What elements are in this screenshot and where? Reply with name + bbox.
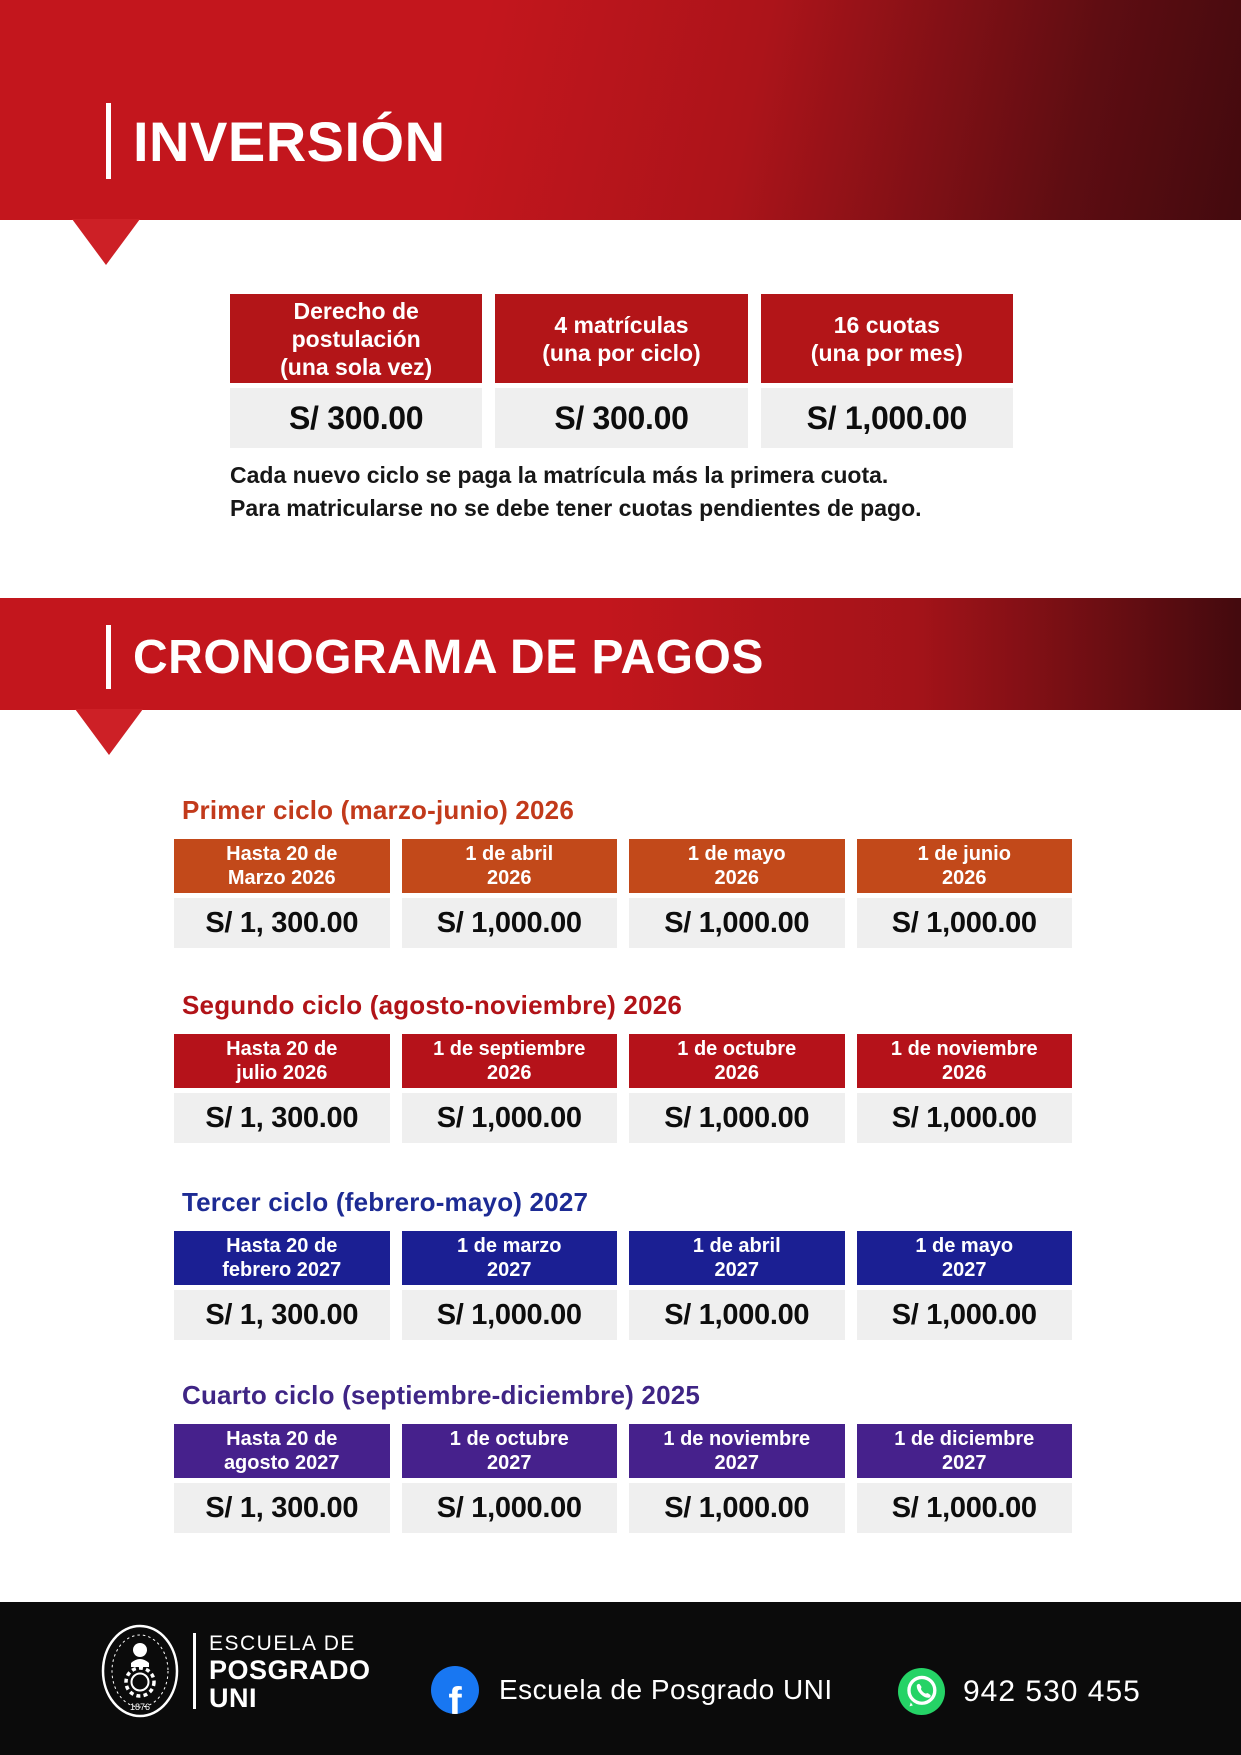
inversion-value-cell: S/ 300.00: [230, 388, 482, 448]
schedule-header-row: [174, 1424, 1072, 1478]
header-line: 16 cuotas: [833, 311, 940, 338]
schedule-header-cell: [402, 839, 618, 893]
schedule-value-cell: S/ 1, 300.00: [174, 898, 390, 948]
cycle-section-cuarto: [174, 1380, 1072, 1533]
schedule-header-cell: [629, 839, 845, 893]
cycle-title: Cuarto ciclo (septiembre-diciembre) 2025: [182, 1380, 701, 1410]
header-line: 1 de junio: [917, 843, 1011, 865]
schedule-header-cell: [629, 1424, 845, 1478]
header-line: 2027: [714, 1259, 759, 1281]
header-line: 1 de octubre: [449, 1428, 569, 1450]
header-line: 1 de abril: [465, 843, 554, 865]
heading-accent-bar: [106, 103, 111, 179]
header-line: 1 de mayo: [915, 1235, 1014, 1257]
schedule-value-cell: S/ 1,000.00: [857, 1483, 1073, 1533]
schedule-value-cell: S/ 1,000.00: [857, 898, 1073, 948]
header-line: 4 matrículas: [554, 311, 689, 338]
schedule-value-row: [174, 1093, 1072, 1143]
inversion-title: INVERSIÓN: [133, 109, 446, 173]
inversion-table: [230, 294, 1013, 448]
schedule-header-row: [174, 839, 1072, 893]
schedule-header-cell: [857, 1424, 1073, 1478]
facebook-glyph: f: [448, 1680, 462, 1714]
cycle-section-tercer: [174, 1187, 1072, 1340]
header-line: 2026: [487, 1062, 532, 1084]
schedule-header-cell: [402, 1231, 618, 1285]
cycle-section-primer: [174, 795, 1072, 948]
cycle-title: Primer ciclo (marzo-junio) 2026: [182, 795, 574, 825]
inversion-value-cell: S/ 1,000.00: [761, 388, 1013, 448]
schedule-header-cell: [857, 1231, 1073, 1285]
logo-line: ESCUELA DE: [209, 1631, 356, 1655]
header-line: agosto 2027: [223, 1452, 340, 1474]
header-line: Hasta 20 de: [226, 843, 338, 865]
header-line: Hasta 20 de: [226, 1235, 338, 1257]
schedule-value-cell: S/ 1,000.00: [629, 1483, 845, 1533]
inversion-header-row: [230, 294, 1013, 383]
header-line: 2027: [714, 1452, 759, 1474]
schedule-header-row: [174, 1231, 1072, 1285]
schedule-header-cell: [857, 1034, 1073, 1088]
inversion-value-cell: S/ 300.00: [495, 388, 747, 448]
header-line: Marzo 2026: [227, 867, 336, 889]
inversion-notes: [230, 459, 922, 525]
schedule-value-cell: S/ 1,000.00: [857, 1093, 1073, 1143]
schedule-header-cell: [402, 1424, 618, 1478]
schedule-header-cell: [629, 1231, 845, 1285]
section-pointer-triangle: [75, 709, 143, 755]
header-line: Hasta 20 de: [226, 1038, 338, 1060]
note-line: Cada nuevo ciclo se paga la matrícula más la primera cuota.: [230, 462, 889, 488]
footer: [0, 1602, 1241, 1755]
header-line: 1 de diciembre: [894, 1428, 1035, 1450]
header-line: 2026: [714, 1062, 759, 1084]
header-line: (una por mes): [810, 339, 963, 366]
schedule-value-cell: S/ 1, 300.00: [174, 1093, 390, 1143]
seal-year: 1876: [129, 1702, 151, 1712]
cronograma-heading: [106, 625, 764, 689]
header-line: 2027: [942, 1259, 987, 1281]
logo-line: UNI: [209, 1682, 257, 1713]
heading-accent-bar: [106, 625, 111, 689]
header-line: 2026: [942, 867, 987, 889]
schedule-value-cell: S/ 1,000.00: [629, 898, 845, 948]
header-line: 1 de abril: [692, 1235, 781, 1257]
header-line: 2027: [487, 1452, 532, 1474]
header-line: (una por ciclo): [542, 339, 701, 366]
schedule-header-cell: [174, 839, 390, 893]
inversion-value-row: [230, 388, 1013, 448]
header-line: 2026: [942, 1062, 987, 1084]
schedule-value-cell: S/ 1, 300.00: [174, 1483, 390, 1533]
cronograma-title: CRONOGRAMA DE PAGOS: [133, 630, 764, 684]
facebook-contact[interactable]: [431, 1666, 833, 1714]
schedule-value-row: [174, 1290, 1072, 1340]
header-line: postulación: [291, 325, 421, 352]
schedule-value-cell: S/ 1,000.00: [629, 1290, 845, 1340]
header-line: Derecho de: [293, 297, 419, 324]
schedule-header-cell: [857, 839, 1073, 893]
inversion-header-cell: [495, 294, 747, 383]
whatsapp-contact[interactable]: [898, 1668, 1141, 1715]
schedule-value-cell: S/ 1,000.00: [402, 1483, 618, 1533]
school-logo: [100, 1624, 371, 1718]
logo-divider: [193, 1633, 196, 1709]
header-line: Hasta 20 de: [226, 1428, 338, 1450]
header-line: 1 de noviembre: [663, 1428, 811, 1450]
schedule-value-cell: S/ 1,000.00: [629, 1093, 845, 1143]
header-line: 2027: [942, 1452, 987, 1474]
header-line: 2026: [714, 867, 759, 889]
schedule-value-row: [174, 898, 1072, 948]
schedule-value-cell: S/ 1, 300.00: [174, 1290, 390, 1340]
header-line: febrero 2027: [222, 1259, 342, 1281]
inversion-header-cell: [230, 294, 482, 383]
header-line: 1 de mayo: [687, 843, 786, 865]
schedule-header-cell: [174, 1034, 390, 1088]
cronograma-banner: [0, 598, 1241, 710]
logo-text: [209, 1631, 371, 1712]
inversion-banner: [0, 0, 1241, 220]
logo-line: POSGRADO: [209, 1654, 371, 1685]
schedule-value-cell: S/ 1,000.00: [402, 1093, 618, 1143]
facebook-icon[interactable]: [431, 1666, 479, 1714]
cycle-section-segundo: [174, 990, 1072, 1143]
cycle-title: Segundo ciclo (agosto-noviembre) 2026: [182, 990, 683, 1020]
section-pointer-triangle: [72, 219, 140, 265]
whatsapp-number: 942 530 455: [963, 1674, 1141, 1708]
cycle-title: Tercer ciclo (febrero-mayo) 2027: [182, 1187, 589, 1217]
note-line: Para matricularse no se debe tener cuotas pendientes de pago.: [230, 495, 922, 521]
schedule-header-row: [174, 1034, 1072, 1088]
schedule-value-cell: S/ 1,000.00: [402, 1290, 618, 1340]
header-line: julio 2026: [236, 1062, 328, 1084]
header-line: 1 de noviembre: [890, 1038, 1038, 1060]
header-line: 2027: [487, 1259, 532, 1281]
schedule-value-row: [174, 1483, 1072, 1533]
schedule-header-cell: [629, 1034, 845, 1088]
schedule-value-cell: S/ 1,000.00: [402, 898, 618, 948]
schedule-header-cell: [174, 1424, 390, 1478]
schedule-header-cell: [402, 1034, 618, 1088]
whatsapp-icon[interactable]: [898, 1668, 945, 1715]
schedule-header-cell: [174, 1231, 390, 1285]
schedule-value-cell: S/ 1,000.00: [857, 1290, 1073, 1340]
header-line: 1 de septiembre: [433, 1038, 586, 1060]
inversion-heading: [106, 103, 446, 179]
inversion-header-cell: [761, 294, 1013, 383]
header-line: 1 de marzo: [457, 1235, 562, 1257]
uni-seal-logo: [100, 1624, 180, 1718]
header-line: 1 de octubre: [677, 1038, 797, 1060]
header-line: (una sola vez): [280, 353, 433, 380]
header-line: 2026: [487, 867, 532, 889]
facebook-label: Escuela de Posgrado UNI: [499, 1674, 833, 1705]
